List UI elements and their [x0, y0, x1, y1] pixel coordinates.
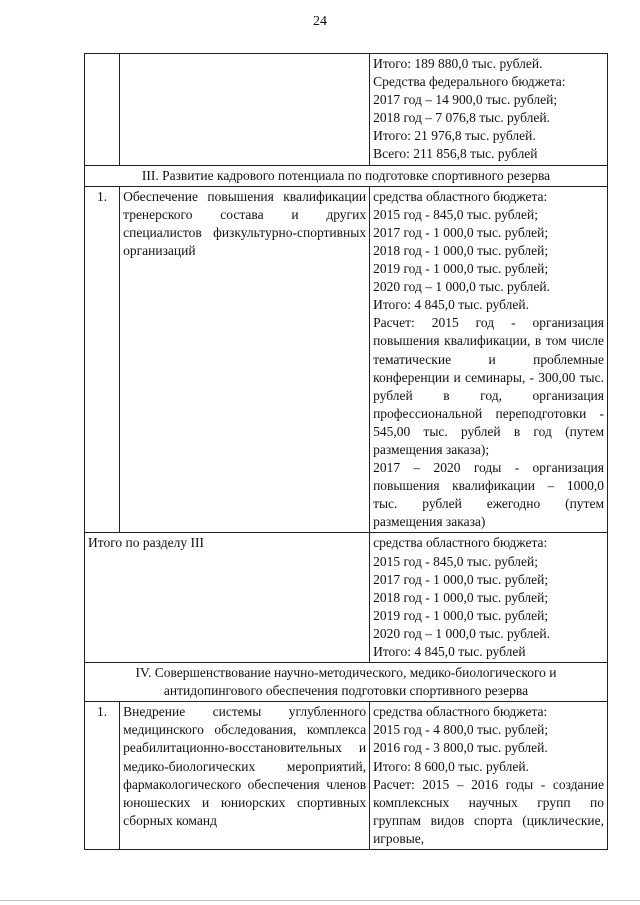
calculation-text: Расчет: 2015 – 2016 годы - создание комплексных научных групп по группам видов спорта (циклические, игровые,: [373, 776, 604, 846]
finance-line: Итого: 4 845,0 тыс. рублей.: [373, 297, 529, 313]
finance-line: 2018 год – 7 076,8 тыс. рублей.: [373, 110, 550, 126]
finance-cell: [370, 702, 608, 850]
finance-line: Всего: 211 856,8 тыс. рублей: [373, 146, 538, 162]
page-bottom-rule: [0, 900, 640, 901]
empty-cell: [120, 54, 370, 166]
program-table: [84, 53, 608, 850]
finance-line: 2017 год – 14 900,0 тыс. рублей;: [373, 92, 558, 108]
item-description: Внедрение системы углубленного медицинского обследования, комплекса реабилитационно-восстановительных и медико-биологических мероприятий, фармакологического обеспечения членов юношеских и юниорских спортивных сборных команд: [120, 702, 370, 850]
finance-line: 2017 год - 1 000,0 тыс. рублей;: [373, 571, 549, 587]
section-4-title: IV. Совершенствование научно-методического, медико-биологического и антидопингового обеспечения подготовки спортивного резерва: [85, 663, 608, 702]
finance-cell: [370, 533, 608, 663]
finance-line: средства областного бюджета:: [373, 188, 548, 204]
finance-line: Средства федерального бюджета:: [373, 74, 566, 90]
finance-line: 2015 год - 845,0 тыс. рублей;: [373, 553, 538, 569]
finance-line: 2017 год - 1 000,0 тыс. рублей;: [373, 224, 549, 240]
finance-line: 2016 год - 3 800,0 тыс. рублей.: [373, 740, 548, 756]
finance-line: 2020 год – 1 000,0 тыс. рублей.: [373, 625, 550, 641]
finance-line: средства областного бюджета:: [373, 704, 548, 720]
finance-line: Итого: 4 845,0 тыс. рублей: [373, 644, 526, 659]
finance-line: 2019 год - 1 000,0 тыс. рублей;: [373, 261, 549, 277]
table-row: [85, 54, 608, 166]
page-number: 24: [313, 14, 327, 29]
section-header-row: [85, 663, 608, 702]
table-row: [85, 702, 608, 850]
item-description: Обеспечение повышения квалификации тренерского состава и других специалистов физкультурно-спортивных организаций: [120, 186, 370, 533]
finance-cell: [370, 54, 608, 166]
finance-line: 2018 год - 1 000,0 тыс. рублей;: [373, 242, 549, 258]
finance-line: 2020 год – 1 000,0 тыс. рублей.: [373, 279, 550, 295]
table-row: [85, 186, 608, 533]
finance-line: Итого: 21 976,8 тыс. рублей.: [373, 128, 536, 144]
finance-line: 2015 год - 4 800,0 тыс. рублей;: [373, 722, 549, 738]
item-number: 1.: [85, 702, 120, 850]
section-total-row: [85, 533, 608, 663]
finance-cell: [370, 186, 608, 533]
calculation-text: Расчет: 2015 год - организация повышения квалификации, в том числе тематические и проблемные конференции и семинары, - 300,00 тыс. рублей в год, организация профессиональной переподготовки - 545,00 тыс. рублей в год (путем размещения заказа);: [373, 315, 604, 457]
calculation-text: 2017 – 2020 годы - организация повышения квалификации – 1000,0 тыс. рублей ежегодно (путем размещения заказа): [373, 460, 604, 530]
section-total-label: Итого по разделу III: [85, 533, 370, 663]
empty-cell: [85, 54, 120, 166]
section-3-title: III. Развитие кадрового потенциала по подготовке спортивного резерва: [85, 165, 608, 186]
finance-line: Итого: 189 880,0 тыс. рублей.: [373, 56, 543, 71]
item-number: 1.: [85, 186, 120, 533]
finance-line: 2019 год - 1 000,0 тыс. рублей;: [373, 607, 549, 623]
finance-line: Итого: 8 600,0 тыс. рублей.: [373, 758, 529, 774]
section-header-row: [85, 165, 608, 186]
finance-line: 2015 год - 845,0 тыс. рублей;: [373, 206, 538, 222]
finance-line: 2018 год - 1 000,0 тыс. рублей;: [373, 589, 549, 605]
finance-line: средства областного бюджета:: [373, 535, 548, 551]
